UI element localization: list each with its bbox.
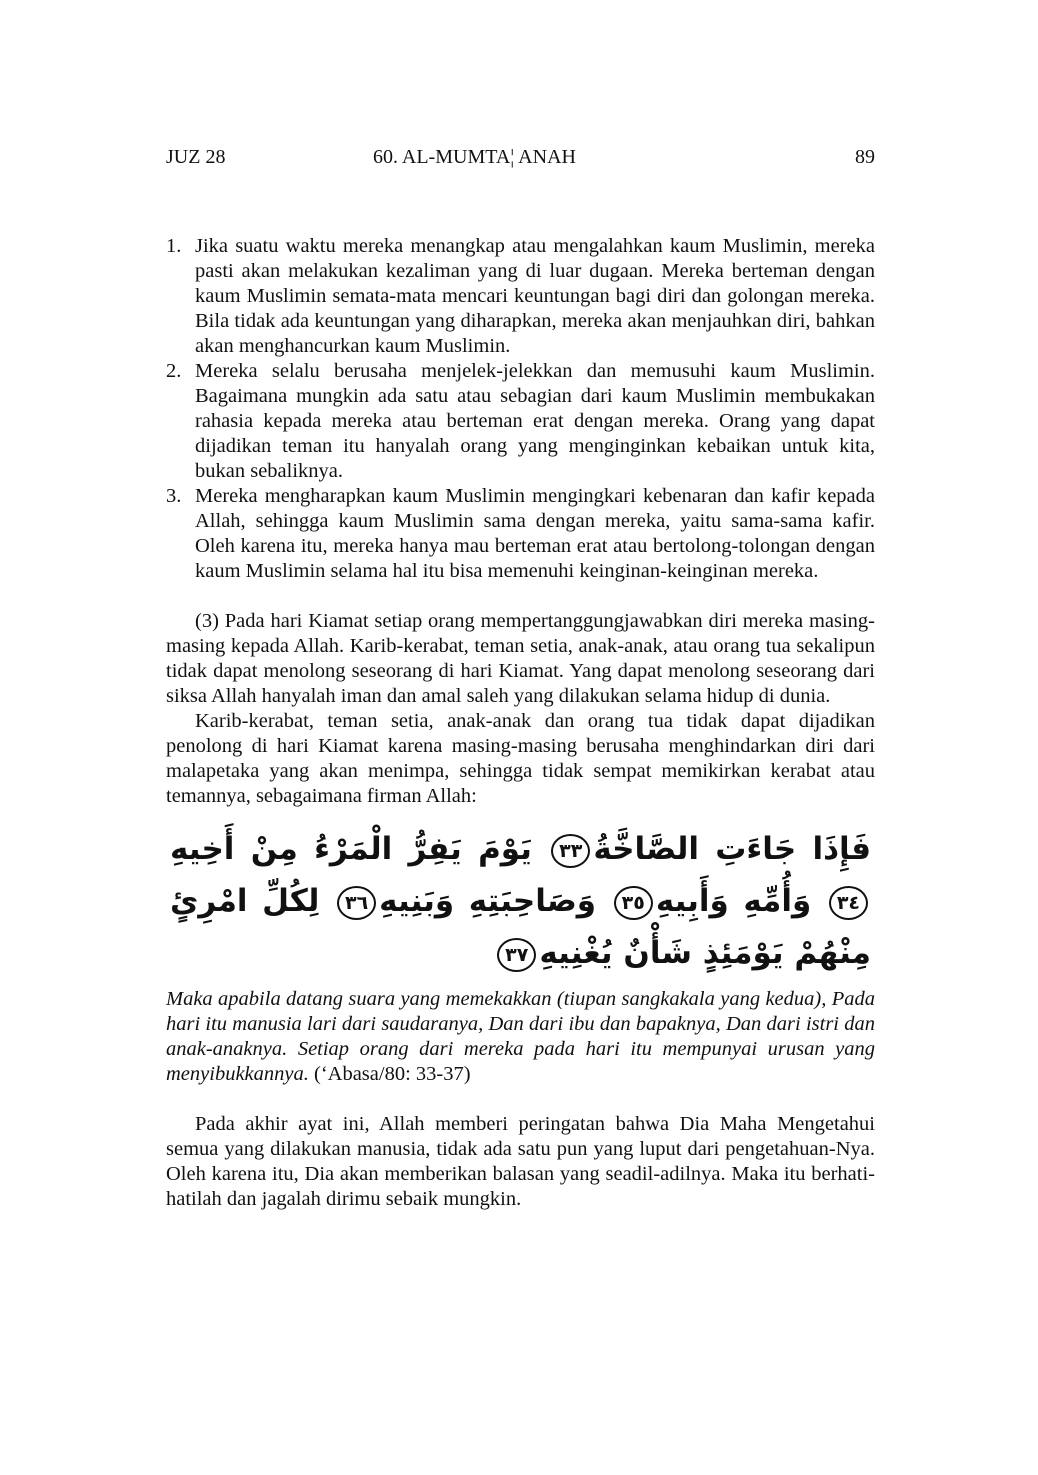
list-item (166, 484, 875, 584)
running-header (166, 146, 875, 172)
paragraph: (3) Pada hari Kiamat setiap orang mempertanggungjawabkan diri mereka masing-masing kepada Allah. Karib-kerabat, teman setia, anak-anak, atau orang tua sekalipun tidak dapat menolong seseorang di hari Kiamat. Yang dapat menolong seseorang dari siksa Allah hanyalah iman dan amal saleh yang dilakukan selama hidup di dunia. (166, 610, 875, 707)
verse-number-marker: ٣٥ (614, 886, 653, 920)
verse-number-marker: ٣٧ (497, 938, 536, 972)
verse-number-marker: ٣٣ (551, 834, 590, 868)
list-number: 1. (166, 235, 182, 257)
juz-label: JUZ 28 (166, 146, 226, 168)
page-body (166, 234, 875, 1212)
verse-text: لِكُلِّ امْرِئٍ مِنْهُمْ يَوْمَئِذٍ شَأْنٌ يُغْنِيهِ (170, 883, 871, 971)
list-text: Mereka selalu berusaha menjelek-jelekkan dan memusuhi kaum Muslimin. Bagaimana mungkin ada satu atau sebagian dari kaum Muslimin membukakan rahasia kepada mereka atau berteman erat dengan mereka. Orang yang dapat dijadikan teman itu hanyalah orang yang menginginkan kebaikan untuk kita, bukan sebaliknya. (195, 360, 875, 482)
translation (166, 987, 875, 1087)
quran-verses (170, 823, 871, 979)
list-number: 2. (166, 360, 182, 382)
verse-text: فَإِذَا جَاءَتِ الصَّاخَّةُ (593, 831, 871, 867)
numbered-list (166, 234, 875, 584)
list-number: 3. (166, 485, 182, 507)
translation-text: Maka apabila datang suara yang memekakkan (tiupan sangkakala yang kedua), Pada hari itu manusia lari dari saudaranya, Dan dari ibu dan bapaknya, Dan dari istri dan anak-anaknya. Setiap orang dari mereka pada hari itu mempunyai urusan yang menyibukkannya. (166, 988, 875, 1085)
citation: (‘Abasa/80: 33-37) (314, 1063, 471, 1085)
list-item (166, 359, 875, 484)
verse-text: وَأُمِّهِ وَأَبِيهِ (655, 883, 812, 919)
page-number: 89 (855, 146, 875, 168)
verse-text: وَصَاحِبَتِهِ وَبَنِيهِ (379, 883, 597, 919)
verse-number-marker: ٣٤ (829, 886, 868, 920)
list-item (166, 234, 875, 359)
paragraph: Pada akhir ayat ini, Allah memberi peringatan bahwa Dia Maha Mengetahui semua yang dilakukan manusia, tidak ada satu pun yang luput dari pengetahuan-Nya. Oleh karena itu, Dia akan memberikan balasan yang seadil-adilnya. Maka itu berhati-hatilah dan jagalah dirimu sebaik mungkin. (166, 1113, 875, 1210)
list-text: Jika suatu waktu mereka menangkap atau mengalahkan kaum Muslimin, mereka pasti akan melakukan kezaliman yang di luar dugaan. Mereka berteman dengan kaum Muslimin semata-mata mencari keuntungan bagi diri dan golongan mereka. Bila tidak ada keuntungan yang diharapkan, mereka akan menjauhkan diri, bahkan akan menghancurkan kaum Muslimin. (195, 235, 875, 357)
list-text: Mereka mengharapkan kaum Muslimin mengingkari kebenaran dan kafir kepada Allah, sehingga kaum Muslimin sama dengan mereka, yaitu sama-sama kafir. Oleh karena itu, mereka hanya mau berteman erat atau bertolong-tolongan dengan kaum Muslimin selama hal itu bisa memenuhi keinginan-keinginan mereka. (195, 485, 875, 582)
verse-number-marker: ٣٦ (337, 886, 376, 920)
verse-text: يَوْمَ يَفِرُّ الْمَرْءُ مِنْ أَخِيهِ (170, 831, 532, 867)
surah-title: 60. AL-MUMTA¦ ANAH (373, 146, 576, 168)
paragraph: Karib-kerabat, teman setia, anak-anak dan orang tua tidak dapat dijadikan penolong di hari Kiamat karena masing-masing berusaha menghindarkan diri dari malapetaka yang akan menimpa, sehingga tidak sempat memikirkan kerabat atau temannya, sebagaimana firman Allah: (166, 710, 875, 807)
